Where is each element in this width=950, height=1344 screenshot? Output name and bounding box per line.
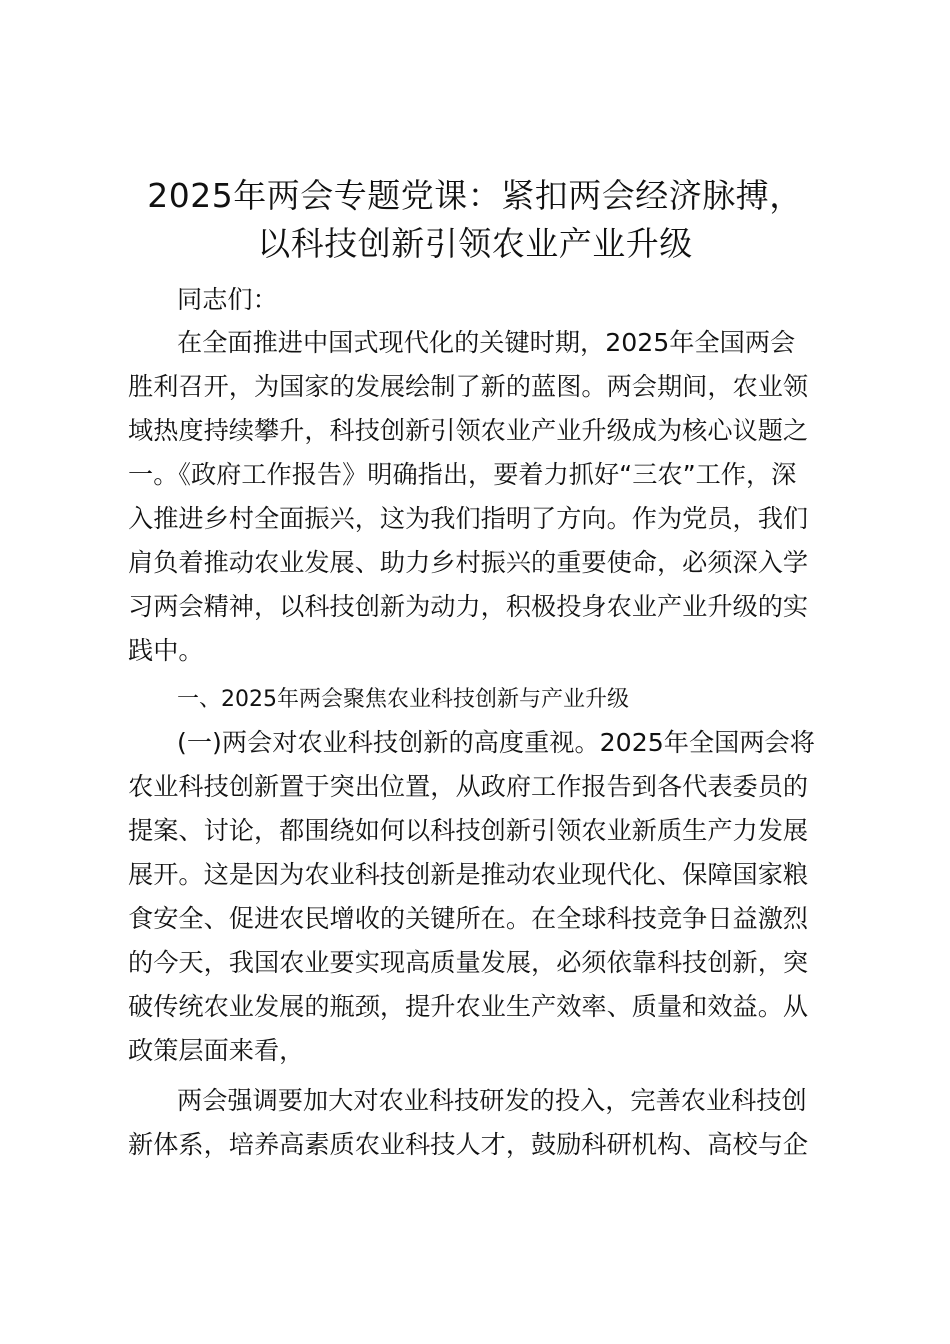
paragraph-2-line: 破传统农业发展的瓶颈，提升农业生产效率、质量和效益。从 — [128, 992, 809, 1021]
paragraph-1-line: 践中。 — [128, 636, 204, 665]
paragraph-3-line: 两会强调要加大对农业科技研发的投入，完善农业科技创 — [177, 1086, 807, 1115]
title-line-1: 2025年两会专题党课：紧扣两会经济脉搏， — [147, 176, 803, 215]
paragraph-1-line: 域热度持续攀升，科技创新引领农业产业升级成为核心议题之 — [128, 416, 809, 445]
section-heading: 一、2025年两会聚焦农业科技创新与产业升级 — [177, 687, 629, 712]
paragraph-1-line: 胜利召开，为国家的发展绘制了新的蓝图。两会期间，农业领 — [128, 372, 809, 401]
paragraph-2-line: 的今天，我国农业要实现高质量发展，必须依靠科技创新，突 — [128, 948, 809, 977]
paragraph-3-line: 新体系，培养高素质农业科技人才，鼓励科研机构、高校与企 — [128, 1130, 809, 1159]
paragraph-1-line: 入推进乡村全面振兴，这为我们指明了方向。作为党员，我们 — [128, 504, 809, 533]
paragraph-2-line: 农业科技创新置于突出位置，从政府工作报告到各代表委员的 — [128, 772, 809, 801]
salutation: 同志们： — [177, 285, 278, 314]
paragraph-2-line: (一)两会对农业科技创新的高度重视。2025年全国两会将 — [177, 728, 815, 757]
paragraph-2-line: 食安全、促进农民增收的关键所在。在全球科技竞争日益激烈 — [128, 904, 809, 933]
paragraph-2-line: 政策层面来看， — [128, 1036, 305, 1065]
paragraph-1-line: 习两会精神，以科技创新为动力，积极投身农业产业升级的实 — [128, 592, 809, 621]
paragraph-2-line: 展开。这是因为农业科技创新是推动农业现代化、保障国家粮 — [128, 860, 809, 889]
paragraph-1-line: 在全面推进中国式现代化的关键时期，2025年全国两会 — [177, 328, 796, 357]
paragraph-2-line: 提案、讨论，都围绕如何以科技创新引领农业新质生产力发展 — [128, 816, 809, 845]
paragraph-1-line: 肩负着推动农业发展、助力乡村振兴的重要使命，必须深入学 — [128, 548, 809, 577]
paragraph-1-line: 一。《政府工作报告》明确指出，要着力抓好“三农”工作，深 — [128, 460, 797, 489]
title-line-2: 以科技创新引领农业产业升级 — [257, 224, 693, 263]
